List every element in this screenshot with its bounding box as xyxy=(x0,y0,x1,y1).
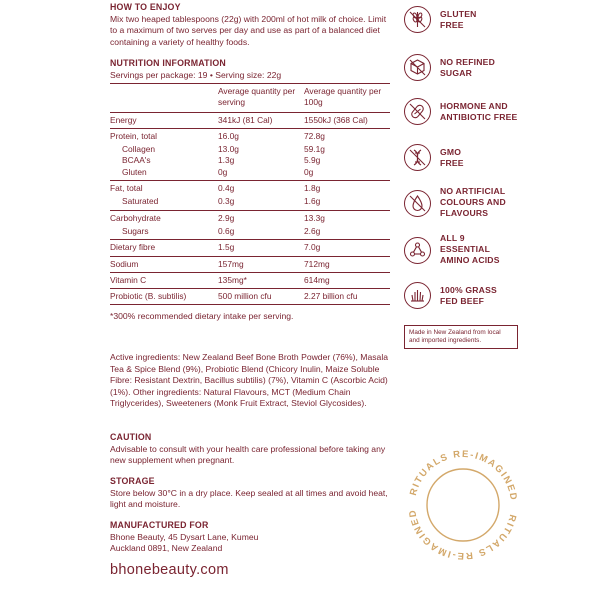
table-row: Dietary fibre 1.5g 7.0g xyxy=(110,240,390,256)
table-row: Fat, total 0.4g 1.8g xyxy=(110,181,390,197)
table-row: Gluten 0g 0g xyxy=(122,166,314,177)
table-row: Collagen 13.0g 59.1g xyxy=(122,144,325,155)
storage-heading: STORAGE xyxy=(110,476,155,486)
table-row: Protein, total 16.0g 72.8g xyxy=(110,128,390,144)
table-row: Saturated 0.3g 1.6g xyxy=(122,196,321,207)
storage-text: Store below 30°C in a dry place. Keep sealed at all times and avoid heat, light and moisture. xyxy=(110,487,388,509)
table-row: Sodium 157mg 712mg xyxy=(110,256,390,272)
manufacturer-line1: Bhone Beauty, 45 Dysart Lane, Kumeu xyxy=(110,531,259,542)
table-row: Probiotic (B. subtilis) 500 million cfu 2.27 billion cfu xyxy=(110,289,390,305)
manufacturer-heading: MANUFACTURED FOR xyxy=(110,520,209,530)
table-header-row xyxy=(110,84,390,113)
manufacturer-line2: Auckland 0891, New Zealand xyxy=(110,543,223,553)
dna-icon xyxy=(404,144,431,171)
website-link[interactable]: bhonebeauty.com xyxy=(110,562,229,578)
grass-icon xyxy=(404,282,431,309)
vitamin-c-footnote: *300% recommended dietary intake per serving. xyxy=(110,311,294,322)
nutrition-heading: NUTRITION INFORMATION xyxy=(110,58,226,68)
caution-heading: CAUTION xyxy=(110,432,152,442)
how-to-enjoy-heading: HOW TO ENJOY xyxy=(110,2,181,12)
pill-icon xyxy=(404,98,431,125)
seal-text-top: RITUALS RE-IMAGINED xyxy=(407,448,519,503)
how-to-enjoy-text: Mix two heaped tablespoons (22g) with 200ml of hot milk of choice. Limit to a maximum of two serves per day and use as part of a balanced diet containing a variety of healthy foods. xyxy=(110,13,387,47)
made-in-nz-box: Made in New Zealand from local and imported ingredients. xyxy=(404,325,518,349)
wheat-icon xyxy=(404,6,431,33)
sugar-cube-icon xyxy=(404,54,431,81)
table-row: Energy 341kJ (81 Cal) 1550kJ (368 Cal) xyxy=(110,112,390,128)
seal-text-bottom: RITUALS RE-IMAGINED xyxy=(407,507,519,562)
molecule-icon xyxy=(404,237,431,264)
col-per-serving: Average quantity per serving xyxy=(218,84,304,113)
caution-text: Advisable to consult with your health care professional before taking any new supplement when pregnant. xyxy=(110,443,386,465)
servings-info: Servings per package: 19 • Serving size: 22g xyxy=(110,69,282,80)
col-per-100g: Average quantity per 100g xyxy=(304,84,390,113)
table-row: BCAA's 1.3g 5.9g xyxy=(122,155,321,166)
table-row: Sugars 0.6g 2.6g xyxy=(122,225,321,236)
nutrition-table xyxy=(110,83,390,305)
table-row: Vitamin C 135mg* 614mg xyxy=(110,272,390,288)
table-row: Carbohydrate 2.9g 13.3g xyxy=(110,210,390,226)
ingredients-text: Active ingredients: New Zealand Beef Bone Broth Powder (76%), Masala Tea & Spice Blend (9%), Probiotic Blend (Chicory Inulin, Maize Soluble Fibre: Resistant Dextrin, Bacillus subtilis) (7%), Vitamin C (Ascorbic Acid) (1%). Other ingredients: Natural Flavours, MCT (Medium Chain Triglycerides), Sweeteners (Monk Fruit Extract, Steviol Glycosides). xyxy=(110,352,389,408)
rituals-seal xyxy=(398,440,528,570)
droplet-icon xyxy=(404,190,431,217)
